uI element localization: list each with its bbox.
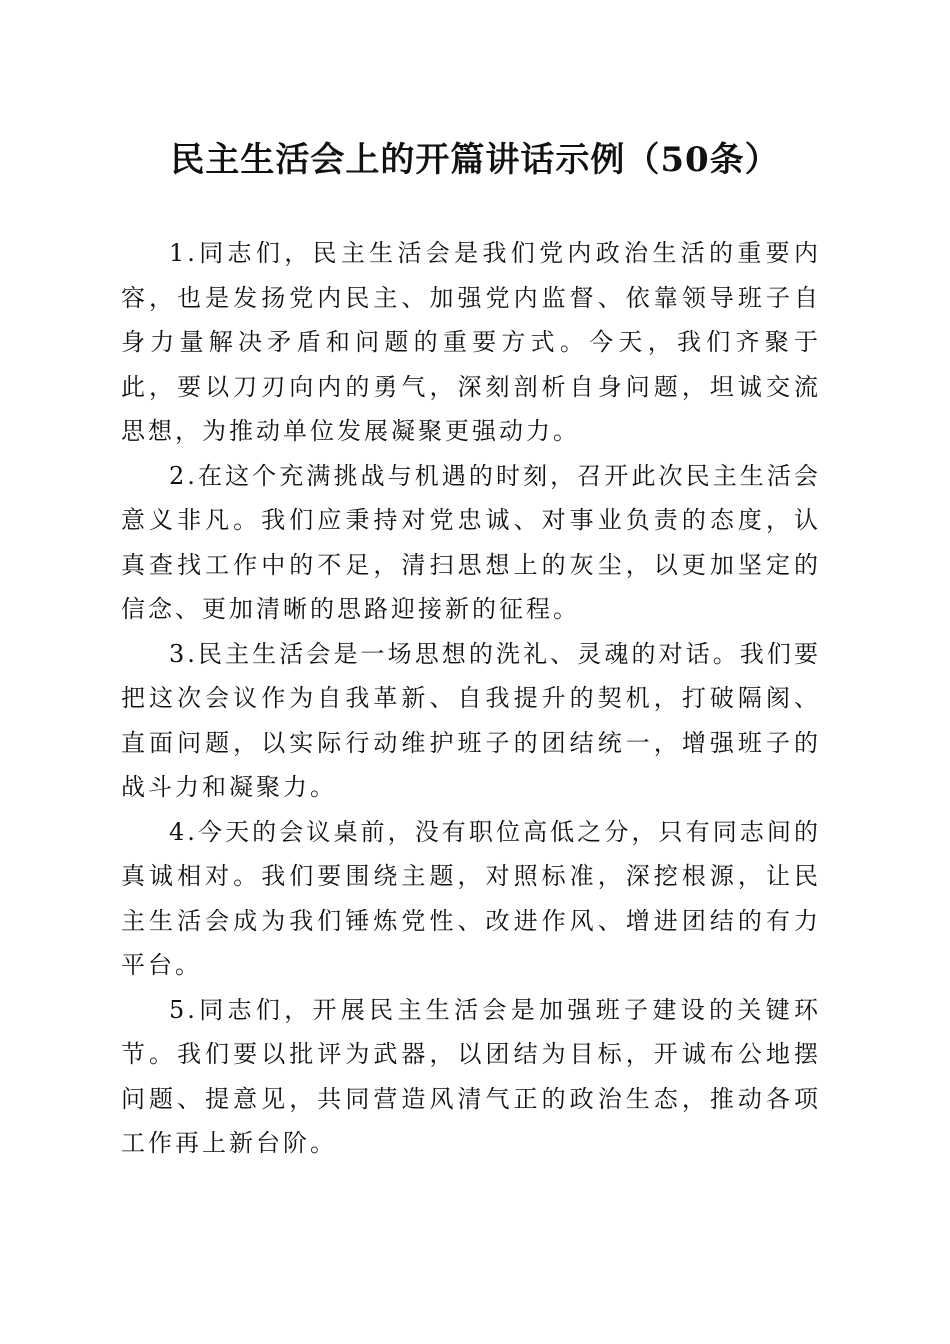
paragraph: 5.同志们，开展民主生活会是加强班子建设的关键环节。我们要以批评为武器，以团结为目标，开诚布公地摆问题、提意见，共同营造风清气正的政治生态，推动各项工作再上新台阶。 — [121, 995, 821, 1157]
paragraph: 4.今天的会议桌前，没有职位高低之分，只有同志间的真诚相对。我们要围绕主题，对照标准，深挖根源，让民主生活会成为我们锤炼党性、改进作风、增进团结的有力平台。 — [121, 817, 821, 979]
document-body — [121, 231, 821, 1166]
document-title: 民主生活会上的开篇讲话示例（50条） — [170, 140, 780, 180]
paragraph: 1.同志们，民主生活会是我们党内政治生活的重要内容，也是发扬党内民主、加强党内监督、依靠领导班子自身力量解决矛盾和问题的重要方式。今天，我们齐聚于此，要以刀刃向内的勇气，深刻剖析自身问题，坦诚交流思想，为推动单位发展凝聚更强动力。 — [121, 239, 821, 445]
paragraph: 2.在这个充满挑战与机遇的时刻，召开此次民主生活会意义非凡。我们应秉持对党忠诚、对事业负责的态度，认真查找工作中的不足，清扫思想上的灰尘，以更加坚定的信念、更加清晰的思路迎接新的征程。 — [121, 461, 821, 623]
paragraph: 3.民主生活会是一场思想的洗礼、灵魂的对话。我们要把这次会议作为自我革新、自我提升的契机，打破隔阂、直面问题，以实际行动维护班子的团结统一，增强班子的战斗力和凝聚力。 — [121, 639, 821, 801]
